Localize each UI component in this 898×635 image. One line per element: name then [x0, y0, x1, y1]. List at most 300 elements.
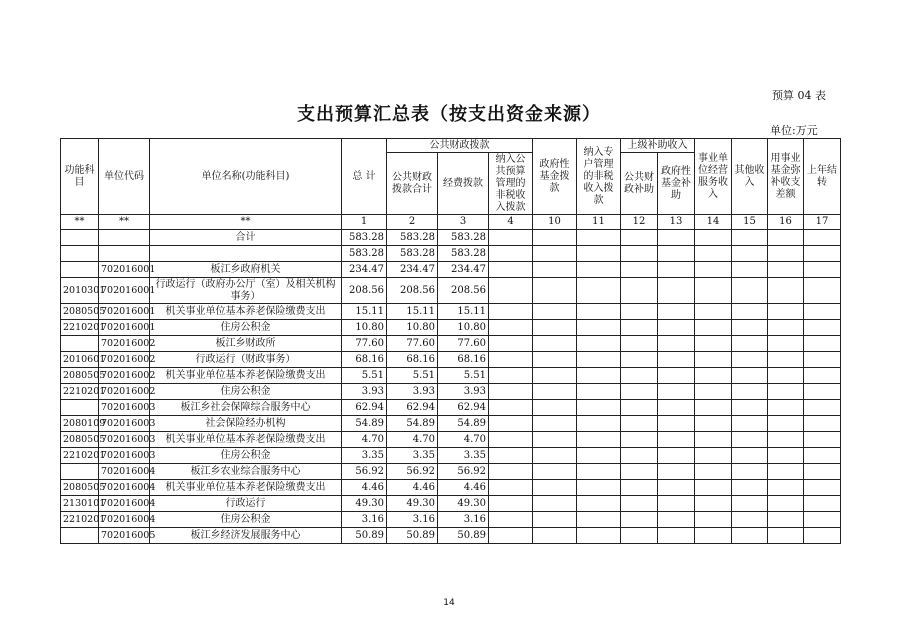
empty-cell: [658, 304, 695, 320]
empty-cell: [695, 368, 732, 384]
table-row: [61, 432, 841, 448]
empty-cell: [768, 496, 804, 512]
empty-cell: [621, 384, 658, 400]
empty-cell: [695, 384, 732, 400]
total-cell: 234.47: [342, 262, 387, 278]
empty-cell: [768, 432, 804, 448]
empty-cell: [695, 352, 732, 368]
empty-cell: [732, 336, 768, 352]
expense-cell: 4.46: [438, 480, 489, 496]
unit-name-cell: 住房公积金: [150, 448, 342, 464]
empty-cell: [804, 528, 841, 544]
empty-cell: [621, 230, 658, 246]
empty-cell: [768, 528, 804, 544]
empty-cell: [695, 528, 732, 544]
header-upper-public: 公共财政补助: [621, 153, 658, 215]
empty-cell: [621, 368, 658, 384]
empty-cell: [533, 432, 577, 448]
expense-cell: 3.35: [438, 448, 489, 464]
unit-code-cell: 702016004: [99, 496, 150, 512]
header-gov-fund: 政府性基金拨款: [533, 139, 577, 215]
empty-cell: [489, 246, 533, 262]
empty-cell: [621, 336, 658, 352]
header-func-subject: 功能科目: [61, 139, 99, 215]
func-code-cell: 2010301: [61, 278, 99, 304]
empty-cell: [577, 416, 621, 432]
unit-name-cell: 行政运行（财政事务）: [150, 352, 342, 368]
expense-cell: 583.28: [438, 246, 489, 262]
empty-cell: [658, 384, 695, 400]
expense-cell: 5.51: [438, 368, 489, 384]
empty-cell: [695, 448, 732, 464]
expense-cell: 208.56: [438, 278, 489, 304]
empty-cell: [768, 262, 804, 278]
empty-cell: [533, 480, 577, 496]
table-row: [61, 448, 841, 464]
table-row: [61, 320, 841, 336]
empty-cell: [732, 246, 768, 262]
empty-cell: [804, 496, 841, 512]
func-code-cell: 2080505: [61, 432, 99, 448]
table-code: 预算 04 表: [772, 89, 826, 102]
empty-cell: [768, 336, 804, 352]
page-number: 14: [443, 598, 455, 608]
header-upper-gov-fund: 政府性基金补助: [658, 153, 695, 215]
unit-code-cell: 702016002: [99, 352, 150, 368]
header-unit-code: 单位代码: [99, 139, 150, 215]
empty-cell: [621, 528, 658, 544]
empty-cell: [768, 400, 804, 416]
func-code-cell: [61, 336, 99, 352]
empty-cell: [577, 480, 621, 496]
empty-cell: [768, 230, 804, 246]
empty-cell: [804, 352, 841, 368]
empty-cell: [533, 416, 577, 432]
empty-cell: [804, 432, 841, 448]
empty-cell: [695, 416, 732, 432]
func-code-cell: 2080505: [61, 304, 99, 320]
empty-cell: [489, 230, 533, 246]
empty-cell: [577, 512, 621, 528]
unit-code-cell: 702016003: [99, 400, 150, 416]
unit-code-cell: 702016003: [99, 416, 150, 432]
empty-cell: [489, 448, 533, 464]
empty-cell: [533, 448, 577, 464]
empty-cell: [533, 246, 577, 262]
empty-cell: [804, 368, 841, 384]
empty-cell: [768, 480, 804, 496]
unit-name-cell: 合计: [150, 230, 342, 246]
empty-cell: [732, 320, 768, 336]
public-total-cell: 10.80: [387, 320, 438, 336]
empty-cell: [533, 336, 577, 352]
empty-cell: [658, 528, 695, 544]
empty-cell: [577, 384, 621, 400]
empty-cell: [695, 432, 732, 448]
header-public-total: 公共财政拨款合计: [387, 153, 438, 215]
empty-cell: [732, 400, 768, 416]
empty-cell: [489, 528, 533, 544]
table-row: [61, 304, 841, 320]
index-cell: 3: [438, 215, 489, 230]
empty-cell: [804, 512, 841, 528]
unit-name-cell: 行政运行: [150, 496, 342, 512]
empty-cell: [804, 416, 841, 432]
empty-cell: [658, 416, 695, 432]
total-cell: 208.56: [342, 278, 387, 304]
empty-cell: [732, 512, 768, 528]
empty-cell: [577, 230, 621, 246]
empty-cell: [695, 278, 732, 304]
unit-name-cell: 板江乡经济发展服务中心: [150, 528, 342, 544]
expense-cell: 62.94: [438, 400, 489, 416]
empty-cell: [621, 480, 658, 496]
empty-cell: [768, 416, 804, 432]
empty-cell: [489, 496, 533, 512]
unit-code-cell: 702016001: [99, 262, 150, 278]
empty-cell: [804, 464, 841, 480]
header-public-group: 公共财政拨款: [387, 139, 533, 153]
empty-cell: [695, 480, 732, 496]
empty-cell: [533, 400, 577, 416]
func-code-cell: 2130101: [61, 496, 99, 512]
empty-cell: [621, 262, 658, 278]
empty-cell: [533, 512, 577, 528]
unit-code-cell: 702016004: [99, 480, 150, 496]
index-cell: 13: [658, 215, 695, 230]
empty-cell: [732, 496, 768, 512]
total-cell: 68.16: [342, 352, 387, 368]
func-code-cell: [61, 400, 99, 416]
unit-name-cell: 板江乡农业综合服务中心: [150, 464, 342, 480]
empty-cell: [658, 496, 695, 512]
table-row: [61, 512, 841, 528]
func-code-cell: [61, 262, 99, 278]
header-other-income: 其他收入: [732, 139, 768, 215]
total-cell: 583.28: [342, 246, 387, 262]
empty-cell: [658, 432, 695, 448]
total-cell: 3.16: [342, 512, 387, 528]
empty-cell: [621, 246, 658, 262]
empty-cell: [768, 464, 804, 480]
index-cell: 16: [768, 215, 804, 230]
header-upper-group: 上级补助收入: [621, 139, 695, 153]
table-row: [61, 464, 841, 480]
total-cell: 56.92: [342, 464, 387, 480]
empty-cell: [533, 262, 577, 278]
public-total-cell: 62.94: [387, 400, 438, 416]
total-cell: 15.11: [342, 304, 387, 320]
unit-name-cell: 机关事业单位基本养老保险缴费支出: [150, 480, 342, 496]
empty-cell: [533, 368, 577, 384]
empty-cell: [732, 352, 768, 368]
header-business-income: 事业单位经营服务收入: [695, 139, 732, 215]
empty-cell: [768, 246, 804, 262]
empty-cell: [577, 464, 621, 480]
expense-cell: 234.47: [438, 262, 489, 278]
header-unit-name: 单位名称(功能科目): [150, 139, 342, 215]
index-cell: 17: [804, 215, 841, 230]
budget-table: [60, 138, 841, 544]
total-cell: 77.60: [342, 336, 387, 352]
empty-cell: [489, 262, 533, 278]
total-cell: 54.89: [342, 416, 387, 432]
unit-name-cell: 机关事业单位基本养老保险缴费支出: [150, 432, 342, 448]
empty-cell: [658, 278, 695, 304]
empty-cell: [621, 496, 658, 512]
table-row: [61, 262, 841, 278]
total-cell: 62.94: [342, 400, 387, 416]
empty-cell: [489, 336, 533, 352]
unit-code-cell: 702016001: [99, 320, 150, 336]
func-code-cell: 2210201: [61, 320, 99, 336]
empty-cell: [732, 230, 768, 246]
table-row: [61, 528, 841, 544]
empty-cell: [768, 384, 804, 400]
index-cell: **: [150, 215, 342, 230]
public-total-cell: 4.46: [387, 480, 438, 496]
unit-name-cell: 社会保险经办机构: [150, 416, 342, 432]
index-cell: 12: [621, 215, 658, 230]
empty-cell: [577, 336, 621, 352]
index-cell: 15: [732, 215, 768, 230]
empty-cell: [804, 320, 841, 336]
empty-cell: [658, 262, 695, 278]
empty-cell: [768, 320, 804, 336]
empty-cell: [533, 528, 577, 544]
header-carryover: 上年结转: [804, 139, 841, 215]
expense-cell: 15.11: [438, 304, 489, 320]
empty-cell: [489, 352, 533, 368]
empty-cell: [695, 230, 732, 246]
empty-cell: [768, 448, 804, 464]
empty-cell: [577, 320, 621, 336]
empty-cell: [621, 278, 658, 304]
expense-cell: 54.89: [438, 416, 489, 432]
empty-cell: [658, 512, 695, 528]
empty-cell: [658, 480, 695, 496]
unit-code-cell: 702016001: [99, 278, 150, 304]
public-total-cell: 56.92: [387, 464, 438, 480]
empty-cell: [489, 480, 533, 496]
public-total-cell: 583.28: [387, 230, 438, 246]
empty-cell: [577, 262, 621, 278]
index-cell: **: [99, 215, 150, 230]
empty-cell: [732, 464, 768, 480]
unit-name-cell: 住房公积金: [150, 512, 342, 528]
func-code-cell: [61, 464, 99, 480]
unit-name-cell: 板江乡政府机关: [150, 262, 342, 278]
total-cell: 3.93: [342, 384, 387, 400]
public-total-cell: 4.70: [387, 432, 438, 448]
empty-cell: [577, 496, 621, 512]
expense-cell: 56.92: [438, 464, 489, 480]
public-total-cell: 15.11: [387, 304, 438, 320]
public-total-cell: 68.16: [387, 352, 438, 368]
empty-cell: [804, 336, 841, 352]
unit-code-cell: 702016005: [99, 528, 150, 544]
empty-cell: [804, 246, 841, 262]
table-row: [61, 384, 841, 400]
empty-cell: [577, 246, 621, 262]
empty-cell: [577, 304, 621, 320]
empty-cell: [533, 352, 577, 368]
empty-cell: [695, 246, 732, 262]
empty-cell: [695, 400, 732, 416]
empty-cell: [768, 512, 804, 528]
empty-cell: [658, 448, 695, 464]
empty-cell: [658, 320, 695, 336]
empty-cell: [577, 278, 621, 304]
index-cell: 1: [342, 215, 387, 230]
empty-cell: [489, 416, 533, 432]
empty-cell: [658, 336, 695, 352]
empty-cell: [533, 320, 577, 336]
table-row: [61, 278, 841, 304]
unit-code-cell: 702016004: [99, 512, 150, 528]
empty-cell: [804, 400, 841, 416]
public-total-cell: 3.93: [387, 384, 438, 400]
empty-cell: [621, 416, 658, 432]
func-code-cell: 2080109: [61, 416, 99, 432]
table-header: [61, 139, 841, 215]
empty-cell: [621, 432, 658, 448]
empty-cell: [732, 278, 768, 304]
empty-cell: [804, 384, 841, 400]
header-total: 总 计: [342, 139, 387, 215]
empty-cell: [533, 230, 577, 246]
empty-cell: [489, 512, 533, 528]
public-total-cell: 208.56: [387, 278, 438, 304]
index-cell: 10: [533, 215, 577, 230]
unit-code-cell: [99, 246, 150, 262]
empty-cell: [804, 262, 841, 278]
expense-cell: 50.89: [438, 528, 489, 544]
empty-cell: [577, 400, 621, 416]
header-fund-makeup: 用事业基金弥补收支差额: [768, 139, 804, 215]
public-total-cell: 50.89: [387, 528, 438, 544]
empty-cell: [768, 368, 804, 384]
total-cell: 3.35: [342, 448, 387, 464]
header-expense-appr: 经费拨款: [438, 153, 489, 215]
func-code-cell: 2010601: [61, 352, 99, 368]
empty-cell: [533, 278, 577, 304]
table-row: [61, 496, 841, 512]
empty-cell: [533, 384, 577, 400]
empty-cell: [489, 400, 533, 416]
header-nontax-budget: 纳入公共预算管理的非税收入拨款: [489, 153, 533, 215]
empty-cell: [533, 496, 577, 512]
empty-cell: [695, 304, 732, 320]
page-title: 支出预算汇总表（按支出资金来源）: [297, 104, 601, 125]
empty-cell: [695, 512, 732, 528]
expense-cell: 68.16: [438, 352, 489, 368]
empty-cell: [732, 480, 768, 496]
public-total-cell: 54.89: [387, 416, 438, 432]
empty-cell: [621, 448, 658, 464]
total-cell: 49.30: [342, 496, 387, 512]
public-total-cell: 3.16: [387, 512, 438, 528]
empty-cell: [695, 262, 732, 278]
expense-cell: 583.28: [438, 230, 489, 246]
total-cell: 583.28: [342, 230, 387, 246]
unit-label: 单位:万元: [770, 124, 818, 137]
empty-cell: [768, 278, 804, 304]
unit-name-cell: 住房公积金: [150, 384, 342, 400]
empty-cell: [489, 432, 533, 448]
empty-cell: [621, 352, 658, 368]
empty-cell: [489, 368, 533, 384]
empty-cell: [621, 464, 658, 480]
unit-name-cell: 行政运行（政府办公厅（室）及相关机构事务）: [150, 278, 342, 304]
empty-cell: [577, 352, 621, 368]
unit-code-cell: 702016003: [99, 448, 150, 464]
empty-cell: [804, 278, 841, 304]
index-cell: 2: [387, 215, 438, 230]
empty-cell: [732, 262, 768, 278]
empty-cell: [768, 352, 804, 368]
unit-name-cell: 住房公积金: [150, 320, 342, 336]
empty-cell: [621, 320, 658, 336]
func-code-cell: 2080505: [61, 368, 99, 384]
index-cell: 4: [489, 215, 533, 230]
empty-cell: [533, 304, 577, 320]
empty-cell: [621, 512, 658, 528]
empty-cell: [732, 304, 768, 320]
unit-code-cell: [99, 230, 150, 246]
empty-cell: [658, 230, 695, 246]
empty-cell: [695, 320, 732, 336]
func-code-cell: 2210201: [61, 384, 99, 400]
func-code-cell: [61, 230, 99, 246]
unit-code-cell: 702016002: [99, 368, 150, 384]
table-row: [61, 416, 841, 432]
empty-cell: [804, 304, 841, 320]
func-code-cell: [61, 528, 99, 544]
unit-code-cell: 702016004: [99, 464, 150, 480]
empty-cell: [658, 464, 695, 480]
public-total-cell: 3.35: [387, 448, 438, 464]
table-row: [61, 246, 841, 262]
empty-cell: [732, 416, 768, 432]
empty-cell: [658, 368, 695, 384]
empty-cell: [621, 304, 658, 320]
unit-code-cell: 702016003: [99, 432, 150, 448]
table-row: [61, 230, 841, 246]
table-row: [61, 400, 841, 416]
func-code-cell: 2080505: [61, 480, 99, 496]
empty-cell: [732, 368, 768, 384]
index-cell: 14: [695, 215, 732, 230]
table-row: [61, 352, 841, 368]
expense-cell: 49.30: [438, 496, 489, 512]
empty-cell: [577, 432, 621, 448]
empty-cell: [804, 230, 841, 246]
unit-name-cell: 机关事业单位基本养老保险缴费支出: [150, 368, 342, 384]
empty-cell: [489, 384, 533, 400]
unit-name-cell: 板江乡财政所: [150, 336, 342, 352]
func-code-cell: 2210201: [61, 448, 99, 464]
empty-cell: [577, 448, 621, 464]
index-cell: 11: [577, 215, 621, 230]
func-code-cell: [61, 246, 99, 262]
empty-cell: [658, 246, 695, 262]
empty-cell: [577, 528, 621, 544]
header-nontax-special: 纳入专户管理的非税收入拨款: [577, 139, 621, 215]
empty-cell: [658, 352, 695, 368]
empty-cell: [768, 304, 804, 320]
expense-cell: 10.80: [438, 320, 489, 336]
